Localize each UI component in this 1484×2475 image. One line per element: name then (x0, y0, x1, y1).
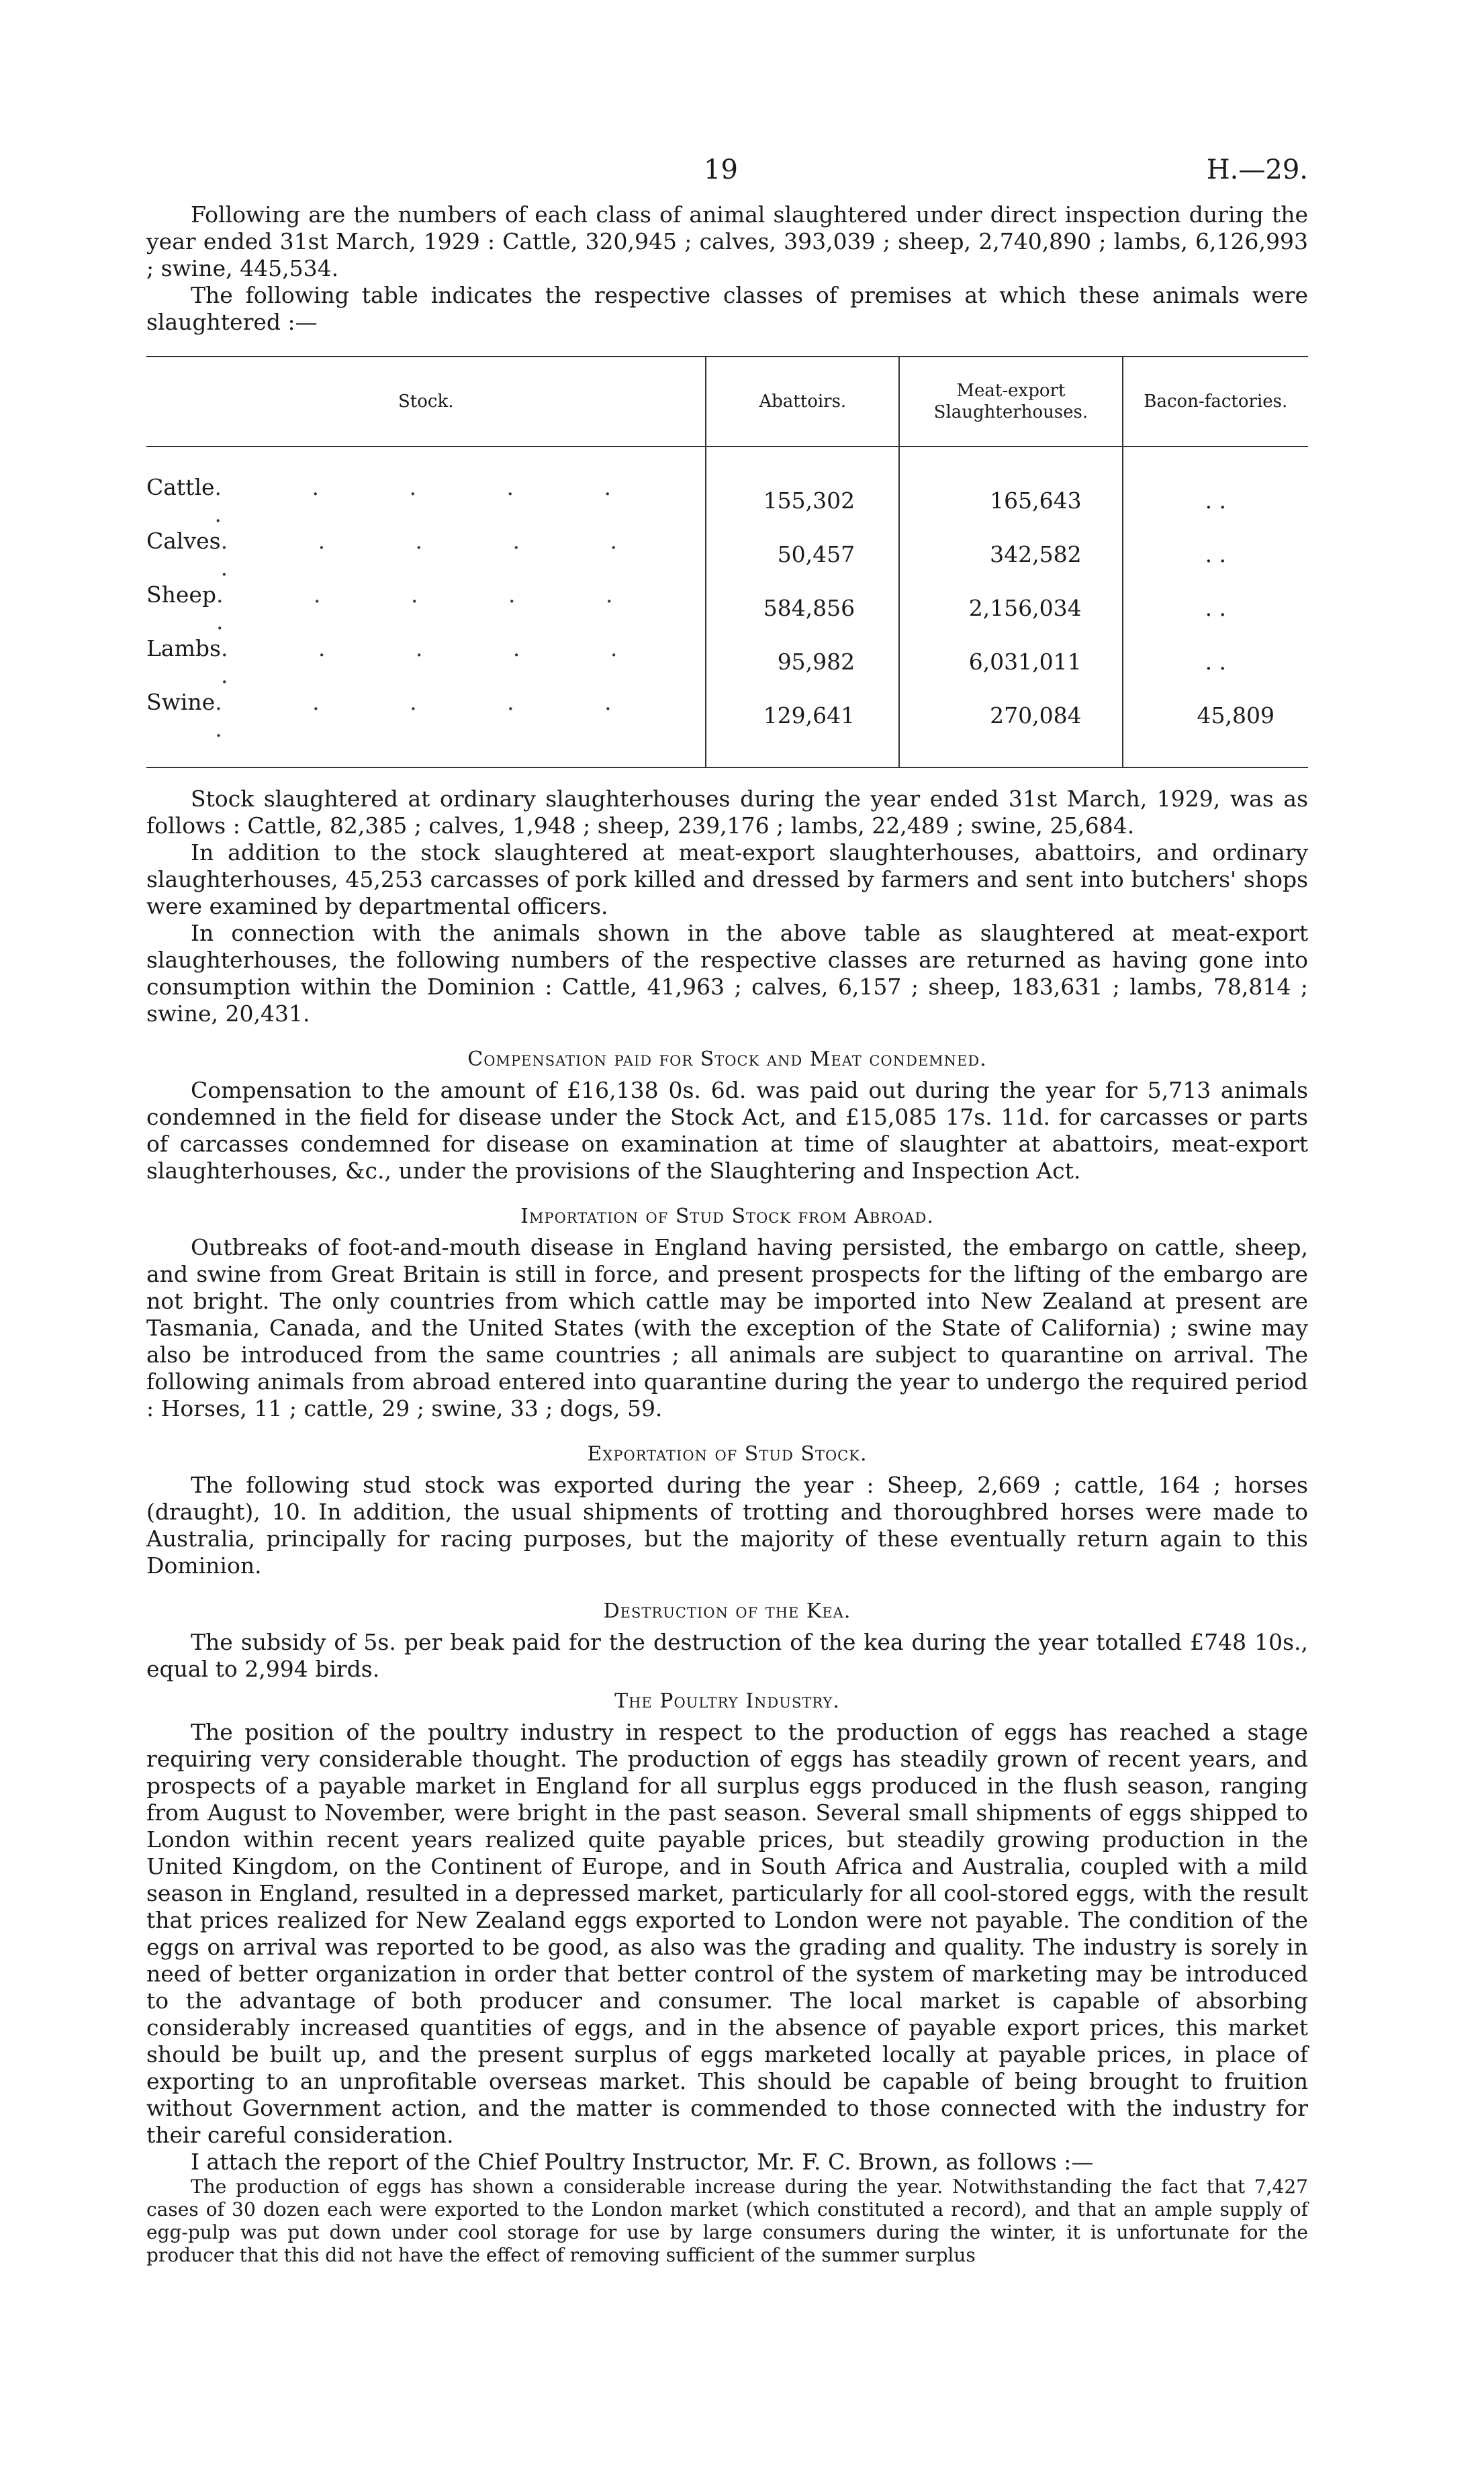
abattoirs-cell: 50,457 (706, 528, 899, 581)
kea-heading: Destruction of the Kea. (603, 1599, 851, 1623)
meat-export-cell: 342,582 (899, 528, 1122, 581)
leader-dots: . . . . . . (220, 528, 659, 581)
bacon-cell: . . (1123, 581, 1308, 635)
header-stock: Stock. (146, 357, 706, 447)
intro-paragraph-1: Following are the numbers of each class of animal slaughtered under direct inspection during the year ended 31st March, 1929 : Cattle, 320,945 ; calves, 393,039 ; sheep, 2,740,890 ; lambs, 6,126,993 ; swine, 445,534. (146, 201, 1308, 281)
poultry-report-paragraph: The production of eggs has shown a considerable increase during the year. Notwithstanding the fact that 7,427 cases of 30 dozen each were exported to the London market (which constituted a record), and that an ample supply of egg-pulp was put down under cool storage for use by large consumers during the winter, it is unfortunate for the producer that this did not have the effect of removing sufficient of the summer surplus (146, 2176, 1308, 2266)
poultry-attach-paragraph: I attach the report of the Chief Poultry Instructor, Mr. F. C. Brown, as follows :— (191, 2149, 1094, 2175)
leader-dots: . . . . . . (214, 474, 653, 527)
bacon-cell: . . (1123, 447, 1308, 528)
poultry-paragraph: The position of the poultry industry in respect to the production of eggs has reached a stage requiring very considerable thought. The production of eggs has steadily grown of recent years, and prospects of a payable market in England for all surplus eggs produced in the flush season, ranging from August to November, were bright in the past season. Several small shipments of eggs shipped to London within recent years realized quite payable prices, but steadily growing production in the United Kingdom, on the Continent of Europe, and in South Africa and Australia, coupled with a mild season in England, resulted in a depressed market, particularly for all cool-stored eggs, with the result that prices realized for New Zealand eggs exported to London were not payable. The condition of the eggs on arrival was reported to be good, as also was the grading and quality. The industry is sorely in need of better organization in order that better control of the system of marketing may be introduced to the advantage of both producer and consumer. The local market is capable of absorbing considerably increased quantities of eggs, and in the absence of payable export prices, this market should be built up, and the present surplus of eggs marketed locally at payable prices, in place of exporting to an unprofitable overseas market. This should be capable of being brought to fruition without Government action, and the matter is commended to those connected with the industry for their careful consideration. (146, 1719, 1308, 2148)
page-number: 19 (704, 154, 738, 185)
abattoirs-cell: 155,302 (706, 447, 899, 528)
stock-label: Lambs (146, 635, 221, 661)
abattoirs-cell: 95,982 (706, 635, 899, 689)
table-row (146, 581, 1308, 635)
page-header (146, 154, 1308, 201)
ordinary-slaughterhouses-paragraph: Stock slaughtered at ordinary slaughterhouses during the year ended 31st March, 1929, was as follows : Cattle, 82,385 ; calves, 1,948 ; sheep, 239,176 ; lambs, 22,489 ; swine, 25,684. (146, 786, 1308, 839)
bacon-cell: . . (1123, 528, 1308, 581)
bacon-cell: 45,809 (1123, 689, 1308, 767)
leader-dots: . . . . . . (216, 581, 655, 635)
abattoirs-cell: 129,641 (706, 689, 899, 767)
intro-paragraph-2: The following table indicates the respective classes of premises at which these animals were slaughtered :— (146, 282, 1308, 335)
exportation-heading: Exportation of Stud Stock. (587, 1442, 868, 1466)
table-row (146, 528, 1308, 581)
slaughter-premises-table (146, 356, 1308, 768)
exportation-paragraph: The following stud stock was exported during the year : Sheep, 2,669 ; cattle, 164 ; horses (draught), 10. In addition, the usual shipments of trotting and thoroughbred horses were made to Australia, principally for racing purposes, but the majority of these eventually return again to this Dominion. (146, 1472, 1308, 1579)
kea-paragraph: The subsidy of 5s. per beak paid for the destruction of the kea during the year totalled £748 10s., equal to 2,994 birds. (146, 1629, 1308, 1682)
leader-dots: . . . . . . (220, 635, 659, 688)
meat-export-cell: 6,031,011 (899, 635, 1122, 689)
stock-label: Cattle (146, 474, 215, 500)
importation-paragraph: Outbreaks of foot-and-mouth disease in England having persisted, the embargo on cattle, sheep, and swine from Great Britain is still in force, and present prospects for the lifting of the embargo are not bright. The only countries from which cattle may be imported into New Zealand at present are Tasmania, Canada, and the United States (with the exception of the State of California) ; swine may also be introduced from the same countries ; all animals are subject to quarantine on arrival. The following animals from abroad entered into quarantine during the year to undergo the required period : Horses, 11 ; cattle, 29 ; swine, 33 ; dogs, 59. (146, 1234, 1308, 1421)
table-row (146, 635, 1308, 689)
abattoirs-cell: 584,856 (706, 581, 899, 635)
leader-dots: . . . . . . (215, 689, 653, 742)
table-row (146, 689, 1308, 767)
meat-export-cell: 2,156,034 (899, 581, 1122, 635)
meat-export-cell: 165,643 (899, 447, 1122, 528)
bacon-cell: . . (1123, 635, 1308, 689)
compensation-heading: Compensation paid for Stock and Meat condemned. (467, 1047, 987, 1071)
poultry-heading: The Poultry Industry. (614, 1689, 840, 1713)
page-reference: H.—29. (1206, 154, 1308, 185)
importation-heading: Importation of Stud Stock from Abroad. (520, 1205, 934, 1228)
stock-label: Sheep (146, 581, 217, 608)
stock-label: Calves (146, 528, 221, 554)
header-bacon-factories: Bacon-factories. (1123, 357, 1308, 447)
pork-carcasses-paragraph: In addition to the stock slaughtered at meat-export slaughterhouses, abattoirs, and ordinary slaughterhouses, 45,253 carcasses of pork killed and dressed by farmers and sent into butchers' shops were examined by departmental officers. (146, 839, 1308, 919)
consumption-paragraph: In connection with the animals shown in the above table as slaughtered at meat-export slaughterhouses, the following numbers of the respective classes are returned as having gone into consumption within the Dominion : Cattle, 41,963 ; calves, 6,157 ; sheep, 183,631 ; lambs, 78,814 ; swine, 20,431. (146, 920, 1308, 1027)
header-abattoirs: Abattoirs. (706, 357, 899, 447)
meat-export-cell: 270,084 (899, 689, 1122, 767)
table-row (146, 447, 1308, 528)
document-page (146, 154, 1308, 2267)
compensation-paragraph: Compensation to the amount of £16,138 0s. 6d. was paid out during the year for 5,713 animals condemned in the field for disease under the Stock Act, and £15,085 17s. 11d. for carcasses or parts of carcasses condemned for disease on examination at time of slaughter at abattoirs, meat-export slaughterhouses, &c., under the provisions of the Slaughtering and Inspection Act. (146, 1077, 1308, 1184)
stock-label: Swine (146, 689, 216, 715)
header-meat-export: Meat-export Slaughterhouses. (899, 357, 1122, 447)
table-header-row (146, 357, 1308, 447)
